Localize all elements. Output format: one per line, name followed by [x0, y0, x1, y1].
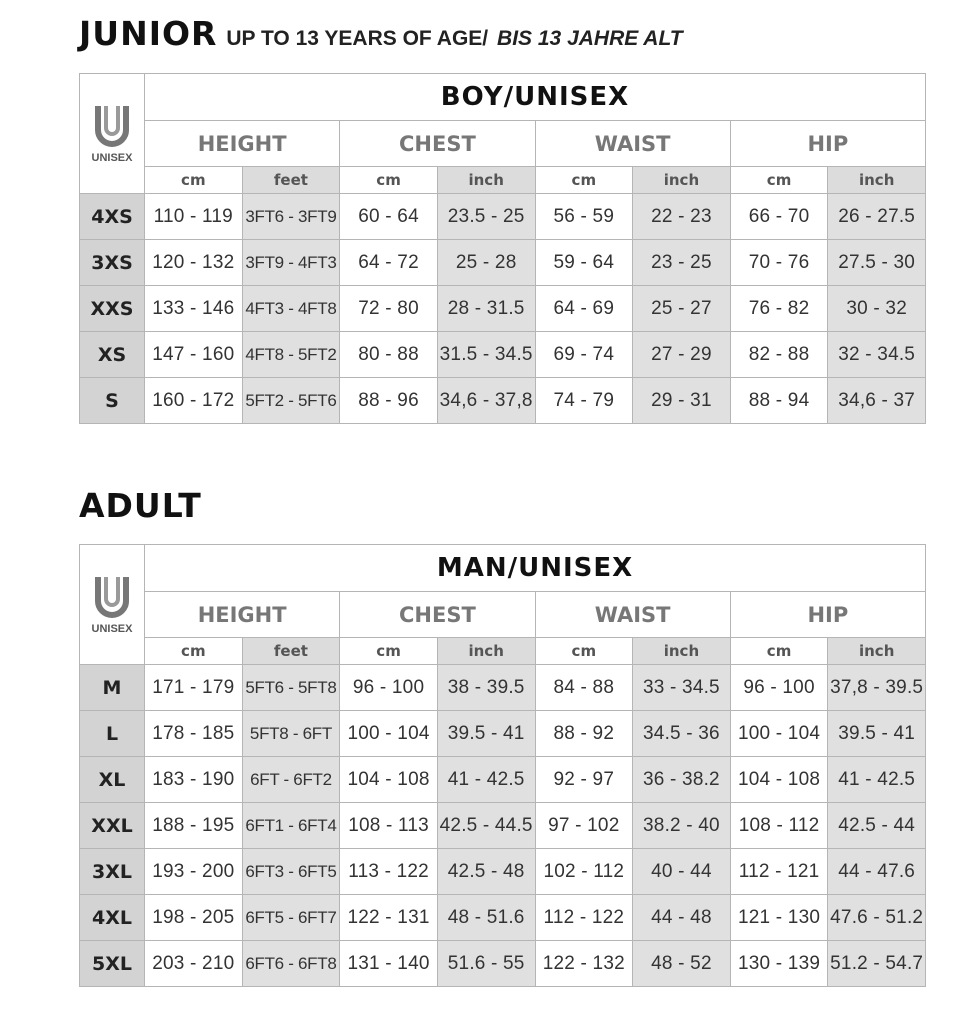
size-value: 82 - 88: [730, 332, 828, 378]
size-value: 76 - 82: [730, 286, 828, 332]
size-value: 198 - 205: [145, 895, 243, 941]
size-value: 70 - 76: [730, 240, 828, 286]
size-value: 3FT9 - 4FT3: [242, 240, 340, 286]
size-value: 100 - 104: [730, 711, 828, 757]
size-label: 4XS: [80, 194, 145, 240]
size-value: 6FT3 - 6FT5: [242, 849, 340, 895]
size-value: 5FT6 - 5FT8: [242, 665, 340, 711]
unit-header: feet: [242, 167, 340, 194]
size-value: 6FT5 - 6FT7: [242, 895, 340, 941]
size-value: 72 - 80: [340, 286, 438, 332]
size-row: [80, 665, 926, 711]
size-value: 25 - 27: [633, 286, 731, 332]
size-value: 102 - 112: [535, 849, 633, 895]
junior-subtitle-separator: /: [482, 27, 489, 50]
size-value: 36 - 38.2: [633, 757, 731, 803]
size-value: 171 - 179: [145, 665, 243, 711]
unit-header: inch: [633, 638, 731, 665]
size-value: 110 - 119: [145, 194, 243, 240]
junior-title: JUNIOR: [79, 14, 218, 53]
size-value: 104 - 108: [340, 757, 438, 803]
size-label: XL: [80, 757, 145, 803]
size-value: 51.2 - 54.7: [828, 941, 926, 987]
junior-size-table: [79, 73, 926, 424]
unit-header: inch: [437, 638, 535, 665]
size-value: 96 - 100: [340, 665, 438, 711]
size-row: [80, 286, 926, 332]
measure-header-chest: CHEST: [340, 121, 535, 167]
size-label: XXS: [80, 286, 145, 332]
size-value: 112 - 122: [535, 895, 633, 941]
size-value: 6FT - 6FT2: [242, 757, 340, 803]
unit-header-row: [80, 167, 926, 194]
unisex-u-logo-icon: [92, 575, 132, 621]
unit-header: cm: [730, 167, 828, 194]
adult-section-title: [79, 486, 202, 525]
size-value: 29 - 31: [633, 378, 731, 424]
size-value: 4FT8 - 5FT2: [242, 332, 340, 378]
size-value: 74 - 79: [535, 378, 633, 424]
adult-title: ADULT: [79, 486, 202, 525]
size-label: 4XL: [80, 895, 145, 941]
unit-header: cm: [340, 638, 438, 665]
group-title: BOY/UNISEX: [145, 74, 926, 121]
size-value: 100 - 104: [340, 711, 438, 757]
size-value: 26 - 27.5: [828, 194, 926, 240]
size-value: 112 - 121: [730, 849, 828, 895]
size-value: 160 - 172: [145, 378, 243, 424]
size-value: 33 - 34.5: [633, 665, 731, 711]
size-label: 3XL: [80, 849, 145, 895]
size-value: 188 - 195: [145, 803, 243, 849]
size-value: 41 - 42.5: [437, 757, 535, 803]
size-value: 64 - 69: [535, 286, 633, 332]
size-row: [80, 803, 926, 849]
size-value: 23.5 - 25: [437, 194, 535, 240]
size-value: 34.5 - 36: [633, 711, 731, 757]
size-value: 31.5 - 34.5: [437, 332, 535, 378]
size-row: [80, 941, 926, 987]
size-value: 147 - 160: [145, 332, 243, 378]
size-value: 25 - 28: [437, 240, 535, 286]
size-value: 37,8 - 39.5: [828, 665, 926, 711]
measure-header-hip: HIP: [730, 592, 925, 638]
size-value: 6FT1 - 6FT4: [242, 803, 340, 849]
unit-header: feet: [242, 638, 340, 665]
size-label: M: [80, 665, 145, 711]
size-value: 23 - 25: [633, 240, 731, 286]
size-value: 183 - 190: [145, 757, 243, 803]
size-value: 6FT6 - 6FT8: [242, 941, 340, 987]
size-value: 47.6 - 51.2: [828, 895, 926, 941]
size-value: 84 - 88: [535, 665, 633, 711]
size-label: 5XL: [80, 941, 145, 987]
size-value: 44 - 47.6: [828, 849, 926, 895]
adult-size-table: [79, 544, 926, 987]
size-value: 108 - 113: [340, 803, 438, 849]
size-value: 64 - 72: [340, 240, 438, 286]
junior-section-title: [79, 14, 683, 53]
measure-header-height: HEIGHT: [145, 121, 340, 167]
size-value: 104 - 108: [730, 757, 828, 803]
size-value: 130 - 139: [730, 941, 828, 987]
size-value: 203 - 210: [145, 941, 243, 987]
size-value: 108 - 112: [730, 803, 828, 849]
size-value: 122 - 132: [535, 941, 633, 987]
size-value: 3FT6 - 3FT9: [242, 194, 340, 240]
unit-header: cm: [145, 638, 243, 665]
size-row: [80, 240, 926, 286]
size-label: S: [80, 378, 145, 424]
size-value: 48 - 52: [633, 941, 731, 987]
size-value: 88 - 94: [730, 378, 828, 424]
unit-header: cm: [535, 638, 633, 665]
junior-subtitle-german: BIS 13 JAHRE ALT: [497, 27, 683, 50]
size-value: 27 - 29: [633, 332, 731, 378]
unisex-logo: [80, 545, 145, 665]
group-title: MAN/UNISEX: [145, 545, 926, 592]
size-value: 121 - 130: [730, 895, 828, 941]
size-value: 193 - 200: [145, 849, 243, 895]
size-value: 122 - 131: [340, 895, 438, 941]
size-value: 32 - 34.5: [828, 332, 926, 378]
measure-header-hip: HIP: [730, 121, 925, 167]
size-value: 59 - 64: [535, 240, 633, 286]
size-value: 96 - 100: [730, 665, 828, 711]
unit-header: cm: [535, 167, 633, 194]
unit-header-row: [80, 638, 926, 665]
size-value: 44 - 48: [633, 895, 731, 941]
size-label: XS: [80, 332, 145, 378]
size-value: 113 - 122: [340, 849, 438, 895]
size-label: L: [80, 711, 145, 757]
measure-header-chest: CHEST: [340, 592, 535, 638]
size-value: 34,6 - 37: [828, 378, 926, 424]
size-value: 22 - 23: [633, 194, 731, 240]
measure-header-height: HEIGHT: [145, 592, 340, 638]
size-value: 34,6 - 37,8: [437, 378, 535, 424]
size-value: 5FT8 - 6FT: [242, 711, 340, 757]
size-value: 51.6 - 55: [437, 941, 535, 987]
size-value: 56 - 59: [535, 194, 633, 240]
size-value: 4FT3 - 4FT8: [242, 286, 340, 332]
junior-subtitle: UP TO 13 YEARS OF AGE: [226, 27, 483, 50]
size-value: 88 - 92: [535, 711, 633, 757]
size-value: 60 - 64: [340, 194, 438, 240]
size-value: 42.5 - 48: [437, 849, 535, 895]
measure-header-waist: WAIST: [535, 121, 730, 167]
size-value: 39.5 - 41: [437, 711, 535, 757]
size-row: [80, 849, 926, 895]
unisex-u-logo-icon: [92, 104, 132, 150]
unit-header: inch: [633, 167, 731, 194]
unit-header: inch: [437, 167, 535, 194]
size-value: 69 - 74: [535, 332, 633, 378]
size-value: 92 - 97: [535, 757, 633, 803]
unit-header: cm: [340, 167, 438, 194]
size-value: 28 - 31.5: [437, 286, 535, 332]
size-value: 41 - 42.5: [828, 757, 926, 803]
size-value: 88 - 96: [340, 378, 438, 424]
size-value: 27.5 - 30: [828, 240, 926, 286]
size-value: 42.5 - 44.5: [437, 803, 535, 849]
size-value: 40 - 44: [633, 849, 731, 895]
unisex-logo-text: UNISEX: [91, 151, 133, 164]
size-label: XXL: [80, 803, 145, 849]
size-row: [80, 194, 926, 240]
size-value: 39.5 - 41: [828, 711, 926, 757]
size-row: [80, 757, 926, 803]
size-value: 178 - 185: [145, 711, 243, 757]
size-label: 3XS: [80, 240, 145, 286]
size-value: 42.5 - 44: [828, 803, 926, 849]
size-value: 120 - 132: [145, 240, 243, 286]
measure-header-waist: WAIST: [535, 592, 730, 638]
size-value: 5FT2 - 5FT6: [242, 378, 340, 424]
unit-header: cm: [730, 638, 828, 665]
size-row: [80, 711, 926, 757]
size-value: 48 - 51.6: [437, 895, 535, 941]
size-value: 38.2 - 40: [633, 803, 731, 849]
measure-header-row: [80, 121, 926, 167]
unit-header: inch: [828, 638, 926, 665]
unisex-logo: [80, 74, 145, 194]
unisex-logo-text: UNISEX: [91, 622, 133, 635]
measure-header-row: [80, 592, 926, 638]
size-value: 66 - 70: [730, 194, 828, 240]
size-row: [80, 378, 926, 424]
size-value: 97 - 102: [535, 803, 633, 849]
size-value: 30 - 32: [828, 286, 926, 332]
size-value: 131 - 140: [340, 941, 438, 987]
size-value: 38 - 39.5: [437, 665, 535, 711]
size-value: 133 - 146: [145, 286, 243, 332]
size-value: 80 - 88: [340, 332, 438, 378]
size-row: [80, 332, 926, 378]
size-row: [80, 895, 926, 941]
unit-header: inch: [828, 167, 926, 194]
unit-header: cm: [145, 167, 243, 194]
